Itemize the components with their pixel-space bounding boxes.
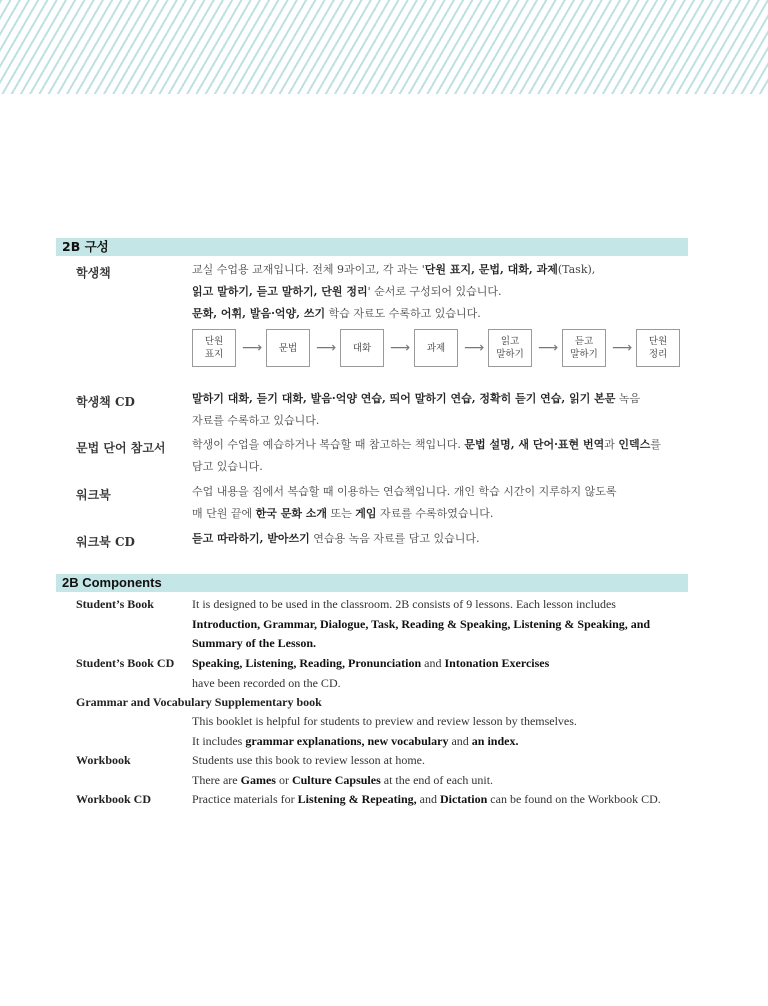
en-section-title-bar: 2B Components [56, 574, 688, 592]
en-grammar-book-desc: This booklet is helpful for students to preview and review lesson by themselves. It includes grammar explanations, new vocabulary and an index. [192, 714, 577, 748]
ko-section-title-bar: 2B 구성 [56, 238, 688, 256]
en-workbook-cd-desc: Practice materials for Listening & Repeating, and Dictation can be found on the Workbook CD. [192, 792, 661, 806]
en-student-book-label: Student’s Book [76, 597, 154, 611]
flow-arrow-icon: ⟶ [464, 340, 485, 356]
en-workbook-label: Workbook [76, 753, 131, 767]
en-workbook-cd-label: Workbook CD [76, 792, 152, 806]
ko-workbook-desc: 수업 내용을 집에서 복습할 때 이용하는 연습책입니다. 개인 학습 시간이 지루하지 않도록 매 단원 끝에 한국 문화 소개 또는 게임 자료를 수록하였습니다. [192, 485, 617, 520]
flow-step-dialogue: 대화 [340, 329, 384, 367]
flow-step-reading-speaking: 읽고 말하기 [488, 329, 532, 367]
flow-step-grammar: 문법 [266, 329, 310, 367]
ko-grammar-ref-label: 문법 단어 참고서 [76, 441, 166, 455]
ko-workbook-label: 워크북 [76, 488, 111, 502]
ko-grammar-ref-desc: 학생이 수업을 예습하거나 복습할 때 참고하는 책입니다. 문법 설명, 새 단어·표현 번역과 인덱스를 담고 있습니다. [192, 438, 661, 473]
flow-step-summary: 단원 정리 [636, 329, 680, 367]
ko-workbook-cd-label: 워크북 CD [76, 535, 135, 549]
flow-arrow-icon: ⟶ [612, 340, 633, 356]
ko-student-book-label: 학생책 [76, 266, 111, 280]
flow-step-introduction: 단원 표지 [192, 329, 236, 367]
ko-student-cd-desc: 말하기 대화, 듣기 대화, 발음·억양 연습, 띄어 말하기 연습, 정확히 듣기 연습, 읽기 본문 녹음 자료를 수록하고 있습니다. [192, 392, 641, 427]
flow-arrow-icon: ⟶ [242, 340, 263, 356]
flow-step-task: 과제 [414, 329, 458, 367]
en-student-cd-label: Student’s Book CD [76, 656, 175, 670]
lesson-flow-diagram [192, 329, 682, 371]
ko-student-cd-label: 학생책 CD [76, 395, 135, 409]
en-grammar-book-label: Grammar and Vocabulary Supplementary book [76, 695, 322, 709]
ko-workbook-cd-desc: 듣고 따라하기, 받아쓰기 연습용 녹음 자료를 담고 있습니다. [192, 532, 480, 545]
flow-step-listening-speaking: 듣고 말하기 [562, 329, 606, 367]
en-student-cd-desc: Speaking, Listening, Reading, Pronunciation and Intonation Exercises have been recorded on the CD. [192, 656, 550, 690]
en-workbook-desc: Students use this book to review lesson at home. There are Games or Culture Capsules at the end of each unit. [192, 753, 494, 787]
flow-arrow-icon: ⟶ [538, 340, 559, 356]
flow-arrow-icon: ⟶ [390, 340, 411, 356]
ko-student-book-desc: 교실 수업용 교재입니다. 전체 9과이고, 각 과는 '단원 표지, 문법, 대화, 과제(Task), 읽고 말하기, 듣고 말하기, 단원 정리' 순서로 구성되어 있습니다. 문화, 어휘, 발음·억양, 쓰기 학습 자료도 수록하고 있습니다. [192, 263, 596, 320]
flow-arrow-icon: ⟶ [316, 340, 337, 356]
en-student-book-desc: It is designed to be used in the classroom. 2B consists of 9 lessons. Each lesson includes Introduction, Grammar, Dialogue, Task, Reading & Speaking, Listening & Speaking, and Summary of the Lesson. [192, 597, 651, 650]
decorative-stripe-header [0, 0, 768, 94]
